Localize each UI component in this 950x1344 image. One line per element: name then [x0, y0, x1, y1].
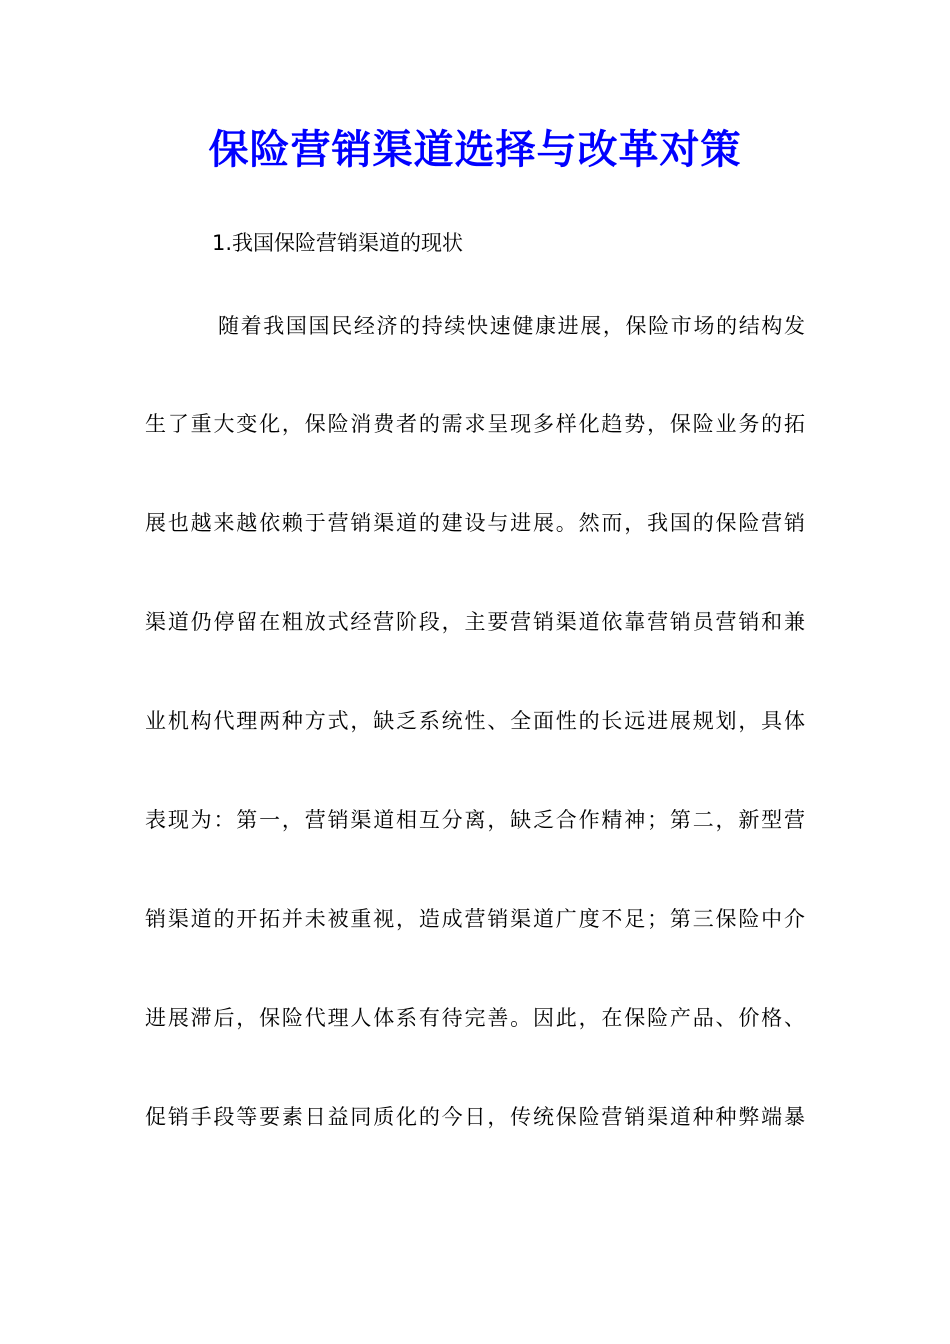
paragraph-line: 销渠道的开拓并未被重视，造成营销渠道广度不足；第三保险中介: [145, 907, 805, 931]
paragraph-line: 渠道仍停留在粗放式经营阶段，主要营销渠道依靠营销员营销和兼: [145, 610, 805, 634]
paragraph-line: 进展滞后，保险代理人体系有待完善。因此，在保险产品、价格、: [145, 1006, 805, 1030]
section-heading: 1.我国保险营销渠道的现状: [212, 231, 464, 255]
paragraph-line: 促销手段等要素日益同质化的今日，传统保险营销渠道种种弊端暴: [145, 1105, 805, 1129]
paragraph-line: 展也越来越依赖于营销渠道的建设与进展。然而，我国的保险营销: [145, 511, 805, 535]
paragraph-line: 随着我国国民经济的持续快速健康进展，保险市场的结构发: [218, 314, 805, 338]
document-title: 保险营销渠道选择与改革对策: [208, 126, 742, 173]
paragraph-line: 业机构代理两种方式，缺乏系统性、全面性的长远进展规划，具体: [145, 709, 805, 733]
paragraph-line: 表现为：第一，营销渠道相互分离，缺乏合作精神；第二，新型营: [145, 808, 805, 832]
paragraph-line: 生了重大变化，保险消费者的需求呈现多样化趋势，保险业务的拓: [145, 412, 805, 436]
